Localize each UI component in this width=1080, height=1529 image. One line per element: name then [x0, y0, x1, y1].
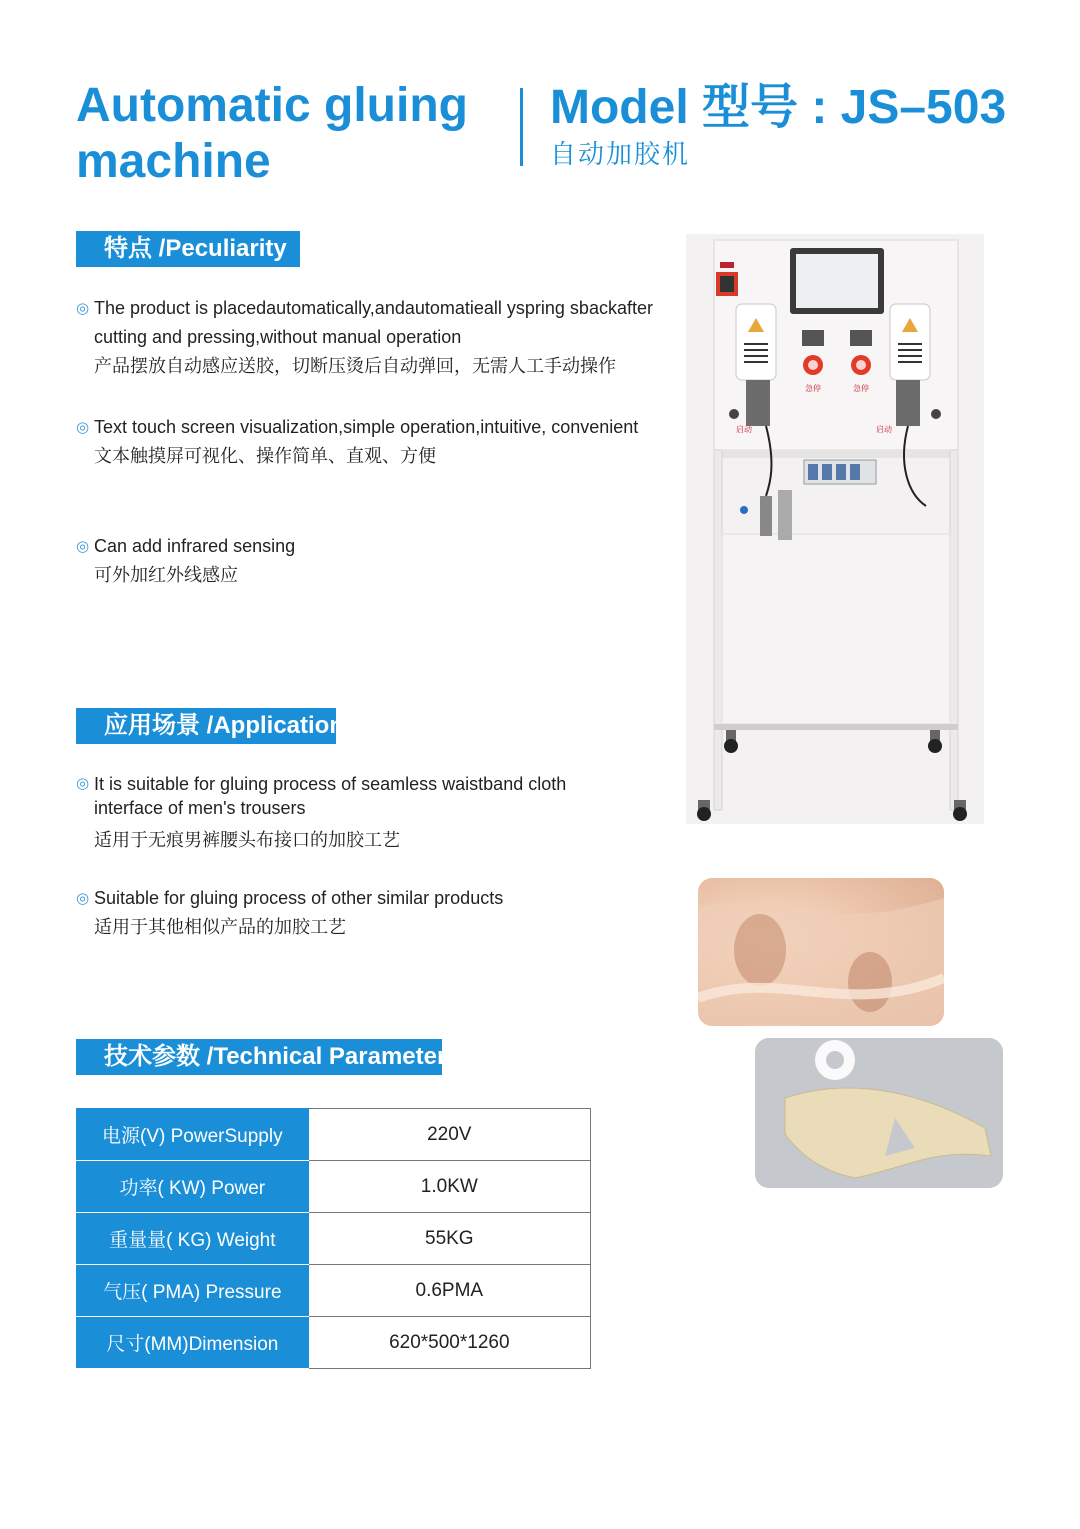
- application-item-1-en: It is suitable for gluing process of seamless waistband cloth interface of men's trousers: [94, 774, 567, 818]
- param-key: 气压( PMA) Pressure: [77, 1265, 309, 1317]
- trousers-photo: [755, 1038, 1003, 1188]
- peculiarity-item-3: [76, 532, 656, 590]
- caster-wheel-icon: [953, 807, 967, 821]
- peculiarity-item-2: [76, 413, 656, 471]
- bullet-ring-icon: ◎: [76, 300, 90, 317]
- caster-wheel-icon: [928, 739, 942, 753]
- section-header-peculiarity: 特点 /Peculiarity: [76, 231, 300, 267]
- meter-icon: [802, 330, 824, 346]
- application-item-1: [76, 772, 596, 855]
- peculiarity-item-3-zh: 可外加红外线感应: [94, 565, 238, 585]
- section-header-application: 应用场景 /Application: [76, 708, 336, 744]
- table-row: [77, 1109, 591, 1161]
- param-value: 220V: [308, 1109, 590, 1161]
- param-key: 电源(V) PowerSupply: [77, 1109, 309, 1161]
- param-key: 功率( KW) Power: [77, 1161, 309, 1213]
- param-value: 1.0KW: [308, 1161, 590, 1213]
- bullet-ring-icon: ◎: [76, 890, 90, 907]
- application-item-2-zh: 适用于其他相似产品的加胶工艺: [94, 917, 346, 937]
- table-row: [77, 1213, 591, 1265]
- heater-head-left: [736, 304, 776, 380]
- peculiarity-item-2-en: Text touch screen visualization,simple operation,intuitive, convenient: [94, 417, 639, 437]
- product-title-line1: Automatic gluing: [76, 79, 468, 132]
- bullet-ring-icon: ◎: [76, 419, 90, 436]
- peculiarity-item-1-zh: 产品摆放自动感应送胶，切断压烫后自动弹回，无需人工手动操作: [94, 356, 616, 376]
- table-row: [77, 1317, 591, 1369]
- param-key: 重量量( KG) Weight: [77, 1213, 309, 1265]
- bullet-ring-icon: ◎: [76, 538, 90, 555]
- param-key: 尺寸(MM)Dimension: [77, 1317, 309, 1369]
- product-subtitle-zh: 自动加胶机: [550, 139, 691, 169]
- application-item-2: [76, 884, 656, 942]
- heater-head-right: [890, 304, 930, 380]
- air-regulator: [760, 496, 772, 536]
- title-divider: [520, 88, 523, 166]
- peculiarity-item-2-zh: 文本触摸屏可视化、操作简单、直观、方便: [94, 446, 436, 466]
- param-value: 620*500*1260: [308, 1317, 590, 1369]
- table-row: [77, 1161, 591, 1213]
- model-number: Model 型号 : JS–503: [550, 81, 1007, 134]
- peculiarity-item-1: [76, 294, 656, 381]
- application-item-1-zh: 适用于无痕男裤腰头布接口的加胶工艺: [94, 830, 400, 850]
- fabric-photo-closeup: [698, 878, 944, 1026]
- emergency-label-right: 急停: [853, 384, 869, 393]
- param-value: 0.6PMA: [308, 1265, 590, 1317]
- peculiarity-item-1-en: The product is placedautomatically,andautomatieall yspring sbackafter cutting and pressing,without manual operation: [94, 298, 653, 347]
- product-title: [76, 78, 468, 190]
- peculiarity-item-3-en: Can add infrared sensing: [94, 536, 296, 556]
- meter-icon: [850, 330, 872, 346]
- emergency-label-left: 急停: [805, 384, 821, 393]
- caster-wheel-icon: [697, 807, 711, 821]
- technical-parameters-table: [76, 1108, 591, 1369]
- param-value: 55KG: [308, 1213, 590, 1265]
- section-header-technical: 技术参数 /Technical Parameters: [76, 1039, 442, 1075]
- application-item-2-en: Suitable for gluing process of other similar products: [94, 888, 504, 908]
- caster-wheel-icon: [724, 739, 738, 753]
- start-label-left: 启动: [736, 425, 752, 434]
- machine-photo: [686, 234, 984, 824]
- start-label-right: 启动: [876, 425, 892, 434]
- table-row: [77, 1265, 591, 1317]
- bullet-ring-icon: ◎: [76, 775, 90, 792]
- product-title-line2: machine: [76, 135, 271, 188]
